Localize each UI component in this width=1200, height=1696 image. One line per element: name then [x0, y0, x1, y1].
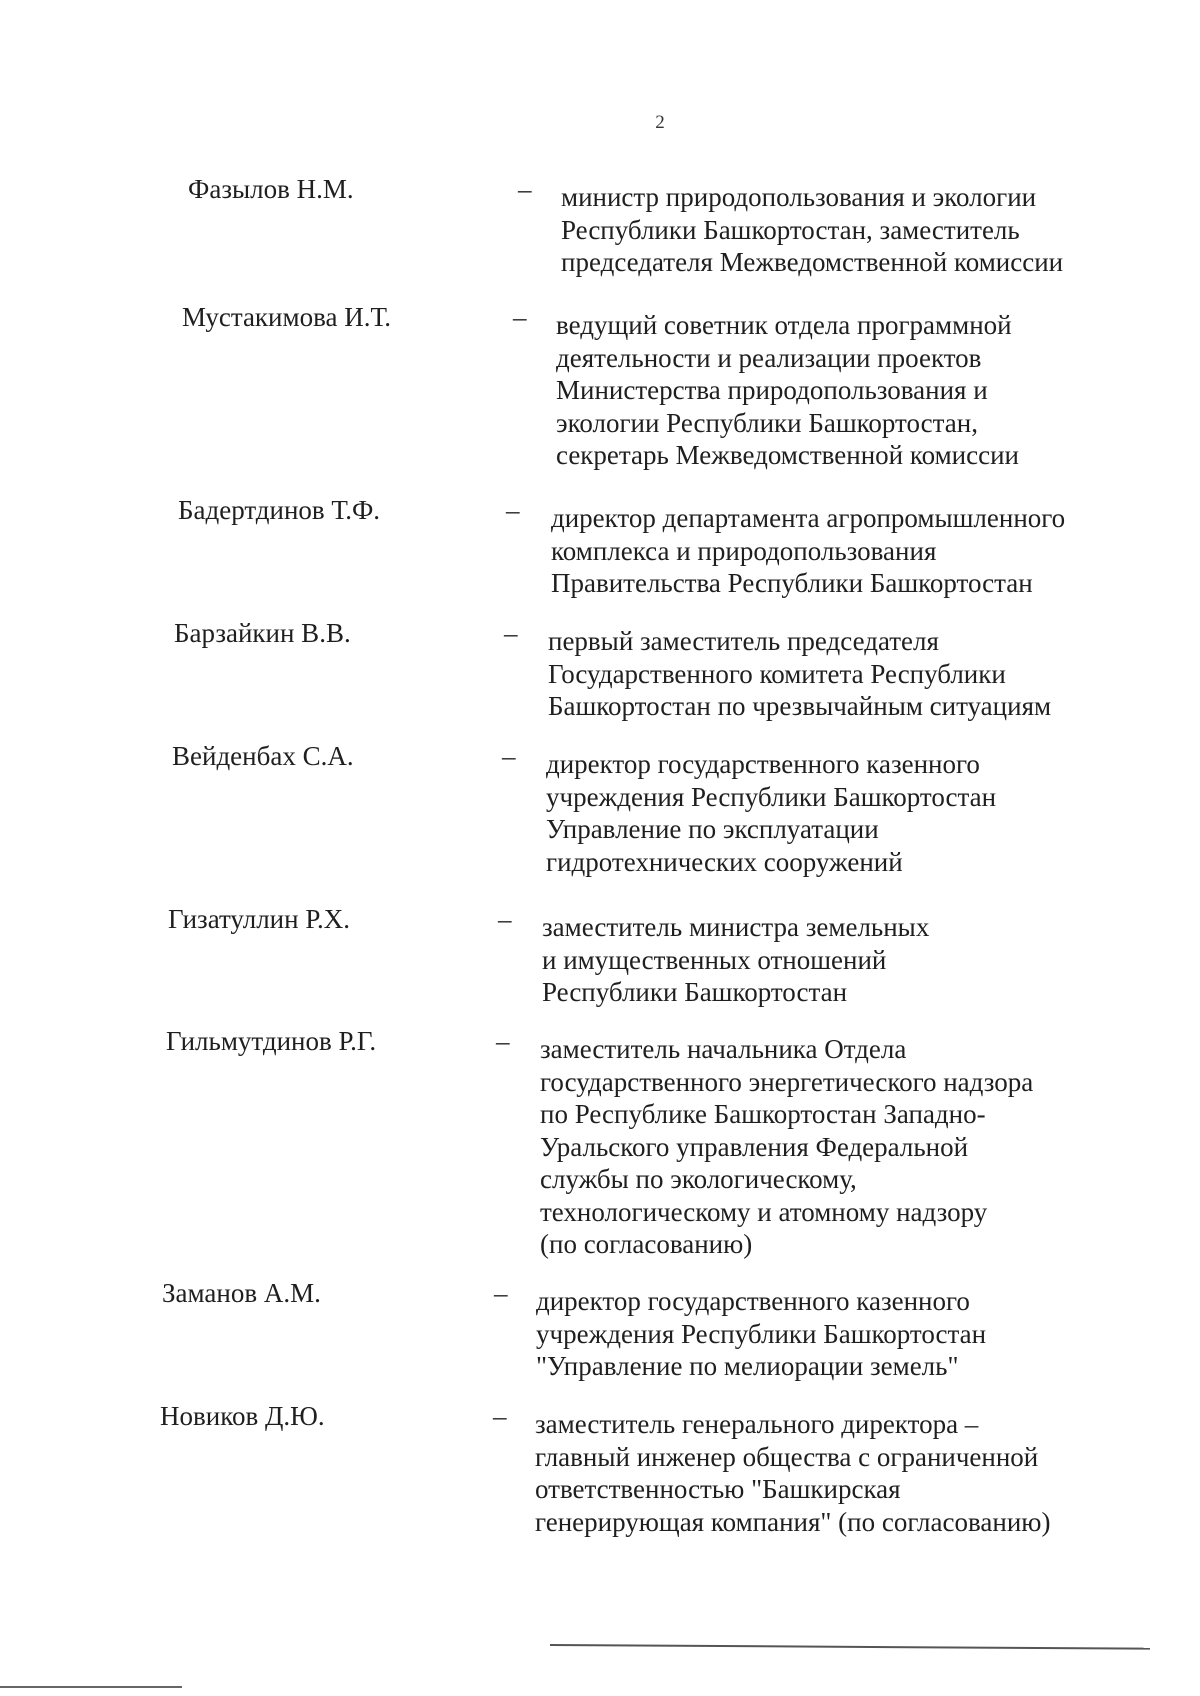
member-role-line: ведущий советник отдела программной: [556, 310, 1012, 340]
member-role-line: экологии Республики Башкортостан,: [556, 407, 978, 438]
member-role: [542, 911, 929, 1009]
member-role-line: службы по экологическому,: [540, 1164, 857, 1194]
member-dash: –: [513, 302, 527, 332]
member-role-line: государственного энергетического надзора: [540, 1066, 1034, 1097]
member-role-line: заместитель начальника Отдела: [540, 1034, 907, 1064]
member-role-line: (по согласованию): [540, 1229, 753, 1259]
member-dash: –: [498, 904, 512, 934]
member-dash: –: [506, 495, 520, 525]
member-name: Барзайкин В.В.: [174, 618, 351, 648]
member-role-line: ответственностью "Башкирская: [535, 1474, 901, 1504]
member-dash: –: [494, 1278, 508, 1308]
member-role-line: заместитель генерального директора –: [535, 1409, 979, 1439]
member-role-line: Правительства Республики Башкортостан: [551, 568, 1033, 598]
member-role: [556, 309, 1019, 472]
member-dash: –: [493, 1401, 507, 1431]
member-role: [551, 502, 1065, 600]
member-role-line: первый заместитель председателя: [548, 626, 939, 656]
member-name: Гильмутдинов Р.Г.: [166, 1026, 377, 1056]
member-role: [536, 1285, 986, 1383]
member-role-line: министр природопользования и экологии: [561, 182, 1037, 212]
member-role-line: директор департамента агропромышленного: [551, 503, 1066, 533]
member-role-line: секретарь Межведомственной комиссии: [556, 440, 1019, 470]
member-role-line: Государственного комитета Республики: [548, 658, 1006, 689]
member-role: [546, 748, 996, 878]
member-role: [561, 181, 1063, 279]
member-role-line: директор государственного казенного: [536, 1286, 970, 1316]
member-role-line: председателя Межведомственной комиссии: [561, 247, 1064, 277]
bottom-rule-right: [550, 1644, 1150, 1650]
member-role-line: Уральского управления Федеральной: [540, 1131, 969, 1162]
member-role-line: Министерства природопользования и: [556, 375, 988, 405]
member-role-line: заместитель министра земельных: [542, 912, 930, 942]
member-role-line: учреждения Республики Башкортостан: [546, 781, 997, 812]
member-role-line: Республики Башкортостан: [542, 977, 848, 1007]
member-role-line: Башкортостан по чрезвычайным ситуациям: [548, 691, 1052, 721]
member-role-line: Республики Башкортостан, заместитель: [561, 214, 1020, 245]
member-role: [540, 1033, 1033, 1261]
member-dash: –: [504, 618, 518, 648]
member-role-line: директор государственного казенного: [546, 749, 980, 779]
member-name: Новиков Д.Ю.: [160, 1401, 325, 1431]
member-name: Заманов А.М.: [162, 1278, 321, 1308]
page-number: 2: [655, 112, 665, 133]
member-role-line: генерирующая компания" (по согласованию): [535, 1506, 1051, 1537]
member-role-line: комплекса и природопользования: [551, 535, 937, 566]
member-role-line: учреждения Республики Башкортостан: [536, 1318, 987, 1349]
member-dash: –: [502, 741, 516, 771]
member-role-line: Управление по эксплуатации: [546, 814, 879, 844]
member-dash: –: [518, 174, 532, 204]
bottom-rule-left: [0, 1686, 182, 1688]
member-name: Бадертдинов Т.Ф.: [178, 495, 381, 525]
member-role: [548, 625, 1051, 723]
member-dash: –: [496, 1026, 510, 1056]
member-role-line: технологическому и атомному надзору: [540, 1196, 988, 1227]
member-role: [535, 1408, 1050, 1538]
member-role-line: "Управление по мелиорации земель": [536, 1351, 959, 1381]
member-name: Мустакимова И.Т.: [182, 302, 391, 332]
member-name: Фазылов Н.М.: [188, 174, 354, 204]
member-role-line: гидротехнических сооружений: [546, 846, 903, 877]
member-name: Гизатуллин Р.Х.: [168, 904, 350, 934]
member-role-line: и имущественных отношений: [542, 944, 887, 975]
member-role-line: по Республике Башкортостан Западно-: [540, 1099, 986, 1129]
member-name: Вейденбах С.А.: [172, 741, 354, 771]
member-role-line: деятельности и реализации проектов: [556, 342, 982, 373]
member-role-line: главный инженер общества с ограниченной: [535, 1441, 1039, 1472]
